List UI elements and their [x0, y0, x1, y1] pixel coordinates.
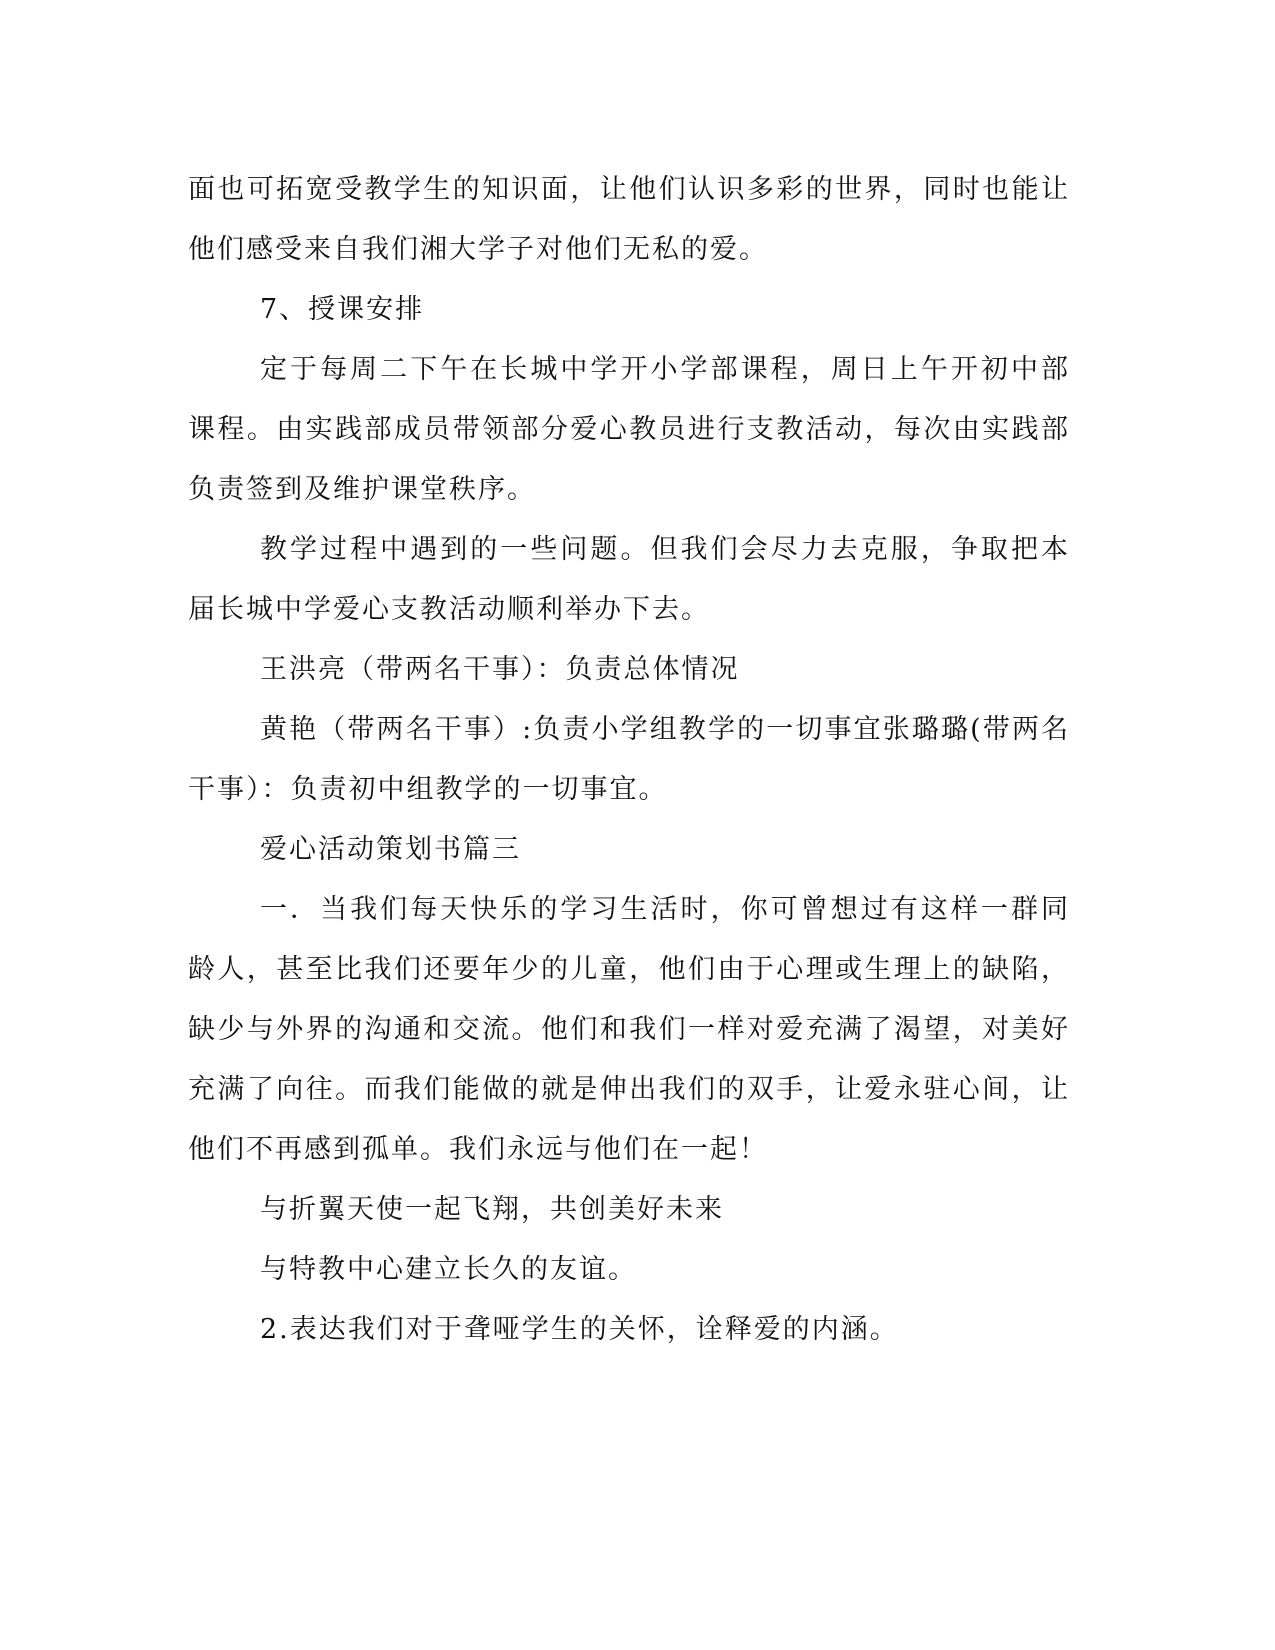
- section-heading-teaching-schedule: 7、授课安排: [260, 294, 425, 325]
- paragraph-background: 一．当我们每天快乐的学习生活时，你可曾想过有这样一群同龄人，甚至比我们还要年少的儿童，他们由于心理或生理上的缺陷，缺少与外界的沟通和交流。他们和我们一样对爱充满了渴望，对美好充满了向往。而我们能做的就是伸出我们的双手，让爱永驻心间，让他们不再感到孤单。我们永远与他们在一起！: [188, 894, 1070, 1165]
- paragraph-continuation: 面也可拓宽受教学生的知识面，让他们认识多彩的世界，同时也能让他们感受来自我们湘大学子对他们无私的爱。: [188, 174, 1070, 265]
- staff-line-wang: 王洪亮（带两名干事）：负责总体情况: [260, 654, 740, 685]
- paragraph-problems: 教学过程中遇到的一些问题。但我们会尽力去克服，争取把本届长城中学爱心支教活动顺利举办下去。: [188, 534, 1070, 625]
- goal-care: 2.表达我们对于聋哑学生的关怀，诠释爱的内涵。: [260, 1314, 899, 1345]
- slogan-line: 与折翼天使一起飞翔，共创美好未来: [260, 1194, 724, 1225]
- paragraph-schedule: 定于每周二下午在长城中学开小学部课程，周日上午开初中部课程。由实践部成员带领部分爱心教员进行支教活动，每次由实践部负责签到及维护课堂秩序。: [188, 354, 1070, 505]
- goal-friendship: 与特教中心建立长久的友谊。: [260, 1254, 637, 1285]
- section-title-part-three: 爱心活动策划书篇三: [260, 834, 521, 865]
- document-body: [188, 160, 1070, 1360]
- staff-line-huang-zhang: 黄艳（带两名干事）:负责小学组教学的一切事宜张璐璐(带两名干事）：负责初中组教学的一切事宜。: [188, 714, 1070, 805]
